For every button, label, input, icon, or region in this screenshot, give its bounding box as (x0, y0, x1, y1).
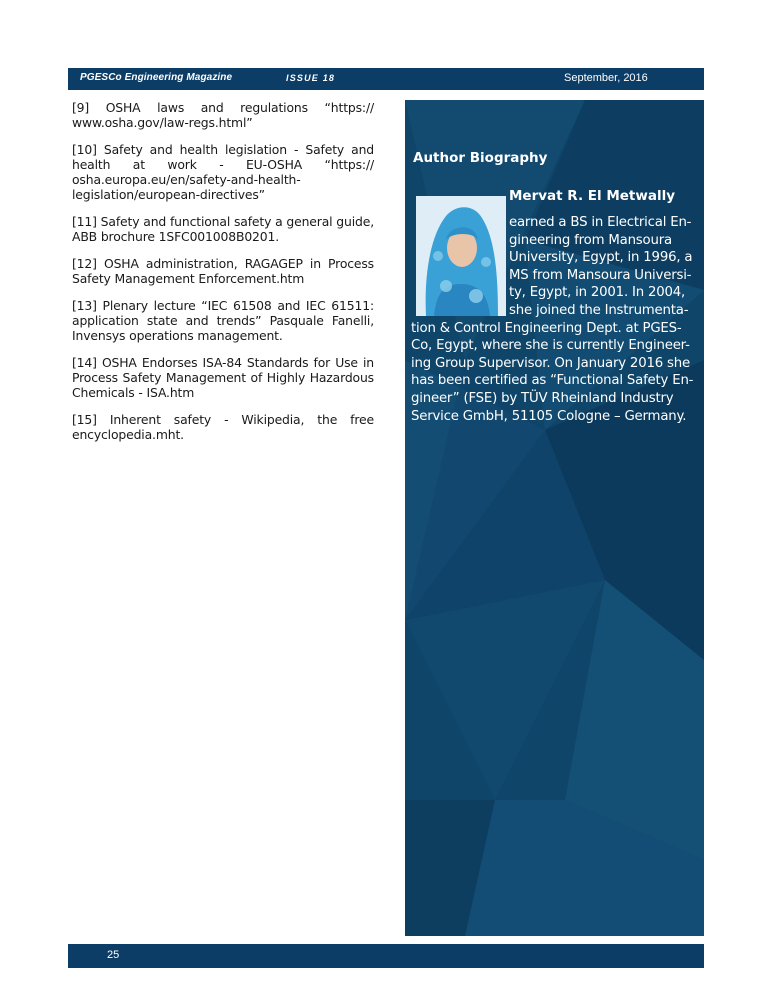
reference-item: [11] Safety and functional safety a general guide, ABB brochure 1SFC001008B0201. (72, 214, 374, 244)
page-number: 25 (107, 949, 120, 961)
biography-line: ty, Egypt, in 2001. In 2004, (509, 285, 686, 301)
reference-item: [13] Plenary lecture “IEC 61508 and IEC 61511: application state and trends” Pasquale Fanelli, Invensys operations management. (72, 298, 374, 343)
biography-line: has been certified as “Functional Safety En- (411, 373, 694, 389)
biography-line: gineering from Mansoura (509, 232, 672, 248)
biography-line: Service GmbH, 51105 Cologne – Germany. (411, 408, 687, 424)
biography-line: ing Group Supervisor. On January 2016 she (411, 355, 690, 371)
magazine-title: PGESCo Engineering Magazine (80, 72, 233, 83)
references-list (72, 100, 374, 454)
author-name: Mervat R. El Metwally (509, 188, 676, 204)
reference-item: [10] Safety and health legislation - Safety and health at work - EU-OSHA “https:// osha.europa.eu/en/safety-and-health-legislation/european-directives” (72, 142, 374, 202)
reference-line: [9] OSHA laws and regulations “https:// (72, 100, 374, 115)
biography-line: gineer” (FSE) by TÜV Rheinland Industry (411, 390, 674, 406)
biography-text (411, 214, 702, 425)
biography-line: MS from Mansoura Universi- (509, 267, 692, 283)
reference-item (72, 100, 374, 130)
biography-line: she joined the Instrumenta- (509, 302, 689, 318)
issue-label: ISSUE 18 (286, 73, 336, 83)
reference-item: [14] OSHA Endorses ISA-84 Standards for Use in Process Safety Management of Highly Hazardous Chemicals - ISA.htm (72, 355, 374, 400)
biography-line: tion & Control Engineering Dept. at PGES- (411, 320, 682, 336)
biography-line: University, Egypt, in 1996, a (509, 250, 693, 266)
reference-line: www.osha.gov/law-regs.html” (72, 115, 253, 130)
biography-line: Co, Egypt, where she is currently Engineer- (411, 338, 690, 354)
section-heading: Author Biography (413, 150, 548, 166)
issue-date: September, 2016 (564, 72, 648, 84)
header-bar (68, 68, 704, 90)
reference-item: [15] Inherent safety - Wikipedia, the free encyclopedia.mht. (72, 412, 374, 442)
footer-bar (68, 944, 704, 968)
biography-line: earned a BS in Electrical En- (509, 215, 692, 230)
author-biography-panel (405, 100, 704, 936)
reference-item: [12] OSHA administration, RAGAGEP in Process Safety Management Enforcement.htm (72, 256, 374, 286)
